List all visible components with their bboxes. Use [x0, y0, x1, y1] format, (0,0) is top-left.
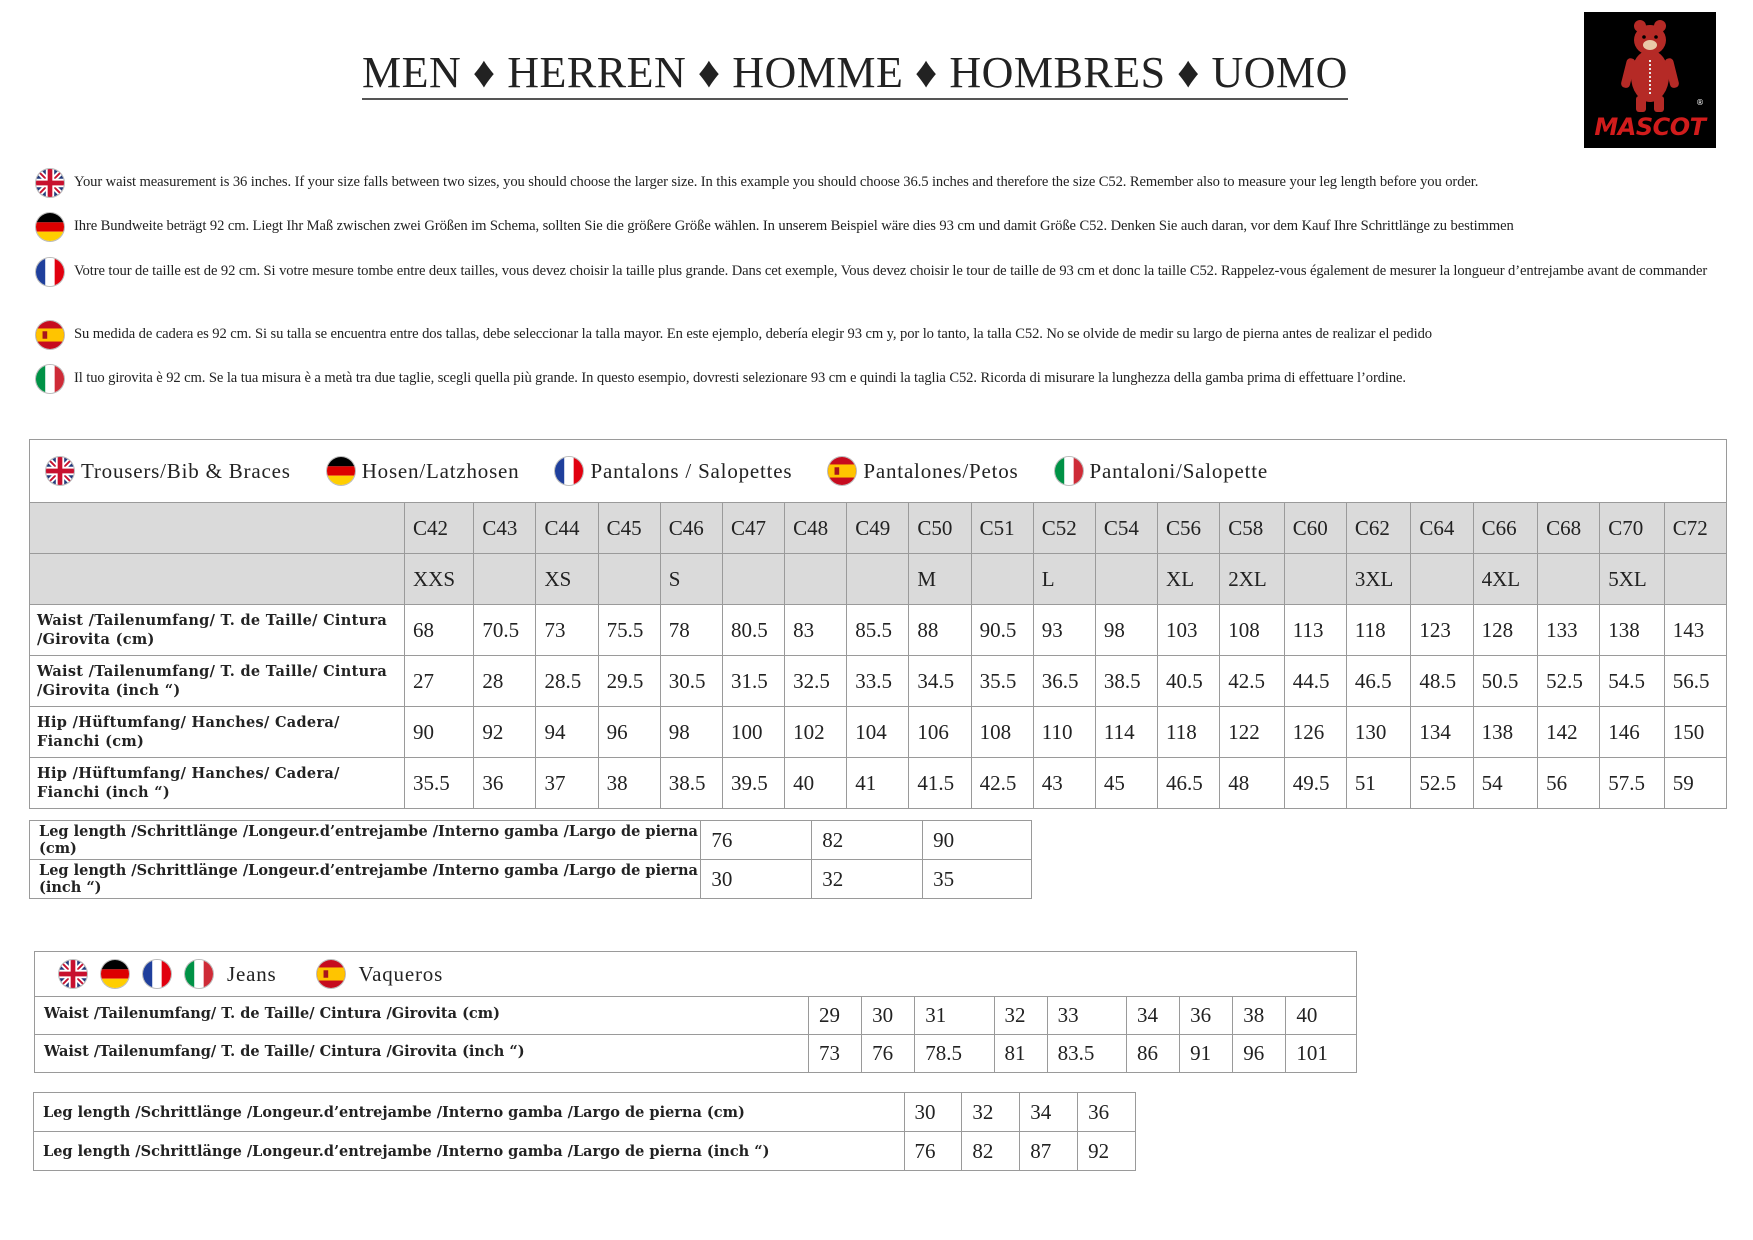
letter-size-cell: 4XL	[1473, 554, 1538, 605]
value-cell: 40.5	[1158, 656, 1220, 707]
value-cell: 34	[1126, 997, 1179, 1035]
header-german	[327, 457, 520, 485]
value-cell: 27	[405, 656, 474, 707]
value-cell: 142	[1538, 707, 1600, 758]
value-cell: 113	[1284, 605, 1346, 656]
size-code-cell: C50	[909, 503, 971, 554]
value-cell: 128	[1473, 605, 1538, 656]
row-label: Hip /Hüftumfang/ Hanches/ Cadera/ Fianchi (cm)	[30, 707, 405, 758]
value-cell: 118	[1346, 605, 1411, 656]
value-cell: 102	[785, 707, 847, 758]
germany-flag-icon	[327, 457, 355, 485]
size-code-cell: C54	[1095, 503, 1157, 554]
value-cell: 130	[1346, 707, 1411, 758]
size-code-cell: C43	[474, 503, 536, 554]
hip-cm-row	[30, 707, 1727, 758]
value-cell: 98	[660, 707, 722, 758]
value-cell: 41	[847, 758, 909, 809]
value-cell: 82	[962, 1132, 1020, 1171]
value-cell: 38.5	[1095, 656, 1157, 707]
logo-wordmark: MASCOT	[1594, 113, 1706, 141]
value-cell: 70.5	[474, 605, 536, 656]
value-cell: 38	[598, 758, 660, 809]
value-cell: 103	[1158, 605, 1220, 656]
table-corner-cell	[30, 503, 405, 554]
value-cell: 30	[904, 1093, 962, 1132]
size-code-cell: C42	[405, 503, 474, 554]
value-cell: 76	[862, 1035, 915, 1073]
row-label: Waist /Tailenumfang/ T. de Taille/ Cintura /Girovita (cm)	[30, 605, 405, 656]
value-cell: 122	[1220, 707, 1285, 758]
jeans-waist-cm-row	[35, 997, 1357, 1035]
letter-size-cell	[1538, 554, 1600, 605]
value-cell: 30	[862, 997, 915, 1035]
france-flag-icon	[555, 457, 583, 485]
value-cell: 34	[1020, 1093, 1078, 1132]
size-code-cell: C51	[971, 503, 1033, 554]
value-cell: 81	[994, 1035, 1047, 1073]
header-english	[46, 457, 291, 485]
leg-length-cm-row	[30, 821, 1032, 860]
value-cell: 46.5	[1158, 758, 1220, 809]
value-cell: 143	[1664, 605, 1726, 656]
value-cell: 110	[1033, 707, 1095, 758]
value-cell: 76	[904, 1132, 962, 1171]
uk-flag-icon	[59, 960, 87, 988]
header-label: Pantaloni/Salopette	[1089, 458, 1269, 483]
value-cell: 126	[1284, 707, 1346, 758]
size-code-cell: C70	[1600, 503, 1665, 554]
value-cell: 35.5	[971, 656, 1033, 707]
uk-flag-icon	[36, 169, 64, 197]
size-code-cell: C58	[1220, 503, 1285, 554]
value-cell: 52.5	[1411, 758, 1473, 809]
value-cell: 56.5	[1664, 656, 1726, 707]
value-cell: 75.5	[598, 605, 660, 656]
germany-flag-icon	[36, 213, 64, 241]
jeans-leg-length-table	[33, 1092, 1136, 1171]
value-cell: 50.5	[1473, 656, 1538, 707]
jeans-leg-length-cm-row	[34, 1093, 1136, 1132]
value-cell: 33.5	[847, 656, 909, 707]
value-cell: 114	[1095, 707, 1157, 758]
value-cell: 32	[962, 1093, 1020, 1132]
header-spanish	[828, 457, 1018, 485]
letter-size-cell: M	[909, 554, 971, 605]
header-italian	[1055, 457, 1269, 485]
value-cell: 80.5	[722, 605, 784, 656]
value-cell: 38.5	[660, 758, 722, 809]
jeans-language-headers	[35, 960, 1356, 988]
intro-english	[36, 173, 1736, 197]
value-cell: 133	[1538, 605, 1600, 656]
value-cell: 54.5	[1600, 656, 1665, 707]
value-cell: 98	[1095, 605, 1157, 656]
size-code-cell: C44	[536, 503, 598, 554]
value-cell: 31.5	[722, 656, 784, 707]
value-cell: 91	[1180, 1035, 1233, 1073]
row-label: Waist /Tailenumfang/ T. de Taille/ Cintura /Girovita (inch “)	[30, 656, 405, 707]
jeans-waist-inch-row	[35, 1035, 1357, 1073]
value-cell: 32	[994, 997, 1047, 1035]
letter-size-cell	[1284, 554, 1346, 605]
value-cell: 68	[405, 605, 474, 656]
size-code-cell: C47	[722, 503, 784, 554]
size-code-cell: C64	[1411, 503, 1473, 554]
value-cell: 51	[1346, 758, 1411, 809]
value-cell: 48.5	[1411, 656, 1473, 707]
letter-size-cell	[1411, 554, 1473, 605]
value-cell: 34.5	[909, 656, 971, 707]
value-cell: 83	[785, 605, 847, 656]
jeans-label: Jeans	[227, 961, 277, 986]
hip-inch-row	[30, 758, 1727, 809]
size-code-cell: C68	[1538, 503, 1600, 554]
value-cell: 42.5	[1220, 656, 1285, 707]
row-label: Leg length /Schrittlänge /Longeur.d’entrejambe /Interno gamba /Largo de pierna (cm)	[34, 1093, 905, 1132]
size-code-cell: C48	[785, 503, 847, 554]
intro-spanish	[36, 325, 1736, 349]
value-cell: 76	[701, 821, 812, 860]
value-cell: 88	[909, 605, 971, 656]
value-cell: 108	[971, 707, 1033, 758]
value-cell: 104	[847, 707, 909, 758]
size-code-cell: C49	[847, 503, 909, 554]
row-label: Hip /Hüftumfang/ Hanches/ Cadera/ Fianchi (inch “)	[30, 758, 405, 809]
value-cell: 57.5	[1600, 758, 1665, 809]
value-cell: 90	[923, 821, 1032, 860]
value-cell: 90	[405, 707, 474, 758]
value-cell: 42.5	[971, 758, 1033, 809]
vaqueros-label: Vaqueros	[358, 961, 444, 986]
leg-length-inch-row	[30, 860, 1032, 899]
size-code-cell: C60	[1284, 503, 1346, 554]
italy-flag-icon	[1055, 457, 1083, 485]
row-label: Leg length /Schrittlänge /Longeur.d’entrejambe /Interno gamba /Largo de pierna (inch “)	[34, 1132, 905, 1171]
letter-size-cell	[971, 554, 1033, 605]
value-cell: 123	[1411, 605, 1473, 656]
italy-flag-icon	[185, 960, 213, 988]
trousers-language-headers	[30, 457, 1726, 485]
value-cell: 96	[1233, 1035, 1286, 1073]
value-cell: 59	[1664, 758, 1726, 809]
value-cell: 33	[1047, 997, 1126, 1035]
value-cell: 78	[660, 605, 722, 656]
table-corner-cell	[30, 554, 405, 605]
value-cell: 146	[1600, 707, 1665, 758]
intro-text: Ihre Bundweite beträgt 92 cm. Liegt Ihr Maß zwischen zwei Größen im Schema, sollten Sie die größere Größe wählen. In unserem Beispiel wäre dies 93 cm und damit Größe C52. Denken Sie auch daran, vor dem Kauf Ihre Schrittlänge zu bestimmen	[74, 218, 1514, 234]
value-cell: 108	[1220, 605, 1285, 656]
letter-size-cell: XS	[536, 554, 598, 605]
size-code-cell: C72	[1664, 503, 1726, 554]
value-cell: 100	[722, 707, 784, 758]
mascot-logo	[1584, 12, 1716, 148]
letter-size-cell: 5XL	[1600, 554, 1665, 605]
value-cell: 87	[1020, 1132, 1078, 1171]
value-cell: 82	[812, 821, 923, 860]
germany-flag-icon	[101, 960, 129, 988]
value-cell: 36	[474, 758, 536, 809]
letter-size-cell: 2XL	[1220, 554, 1285, 605]
france-flag-icon	[36, 258, 64, 286]
header-label: Pantalones/Petos	[863, 458, 1019, 483]
value-cell: 43	[1033, 758, 1095, 809]
value-cell: 73	[809, 1035, 862, 1073]
value-cell: 29	[809, 997, 862, 1035]
value-cell: 36.5	[1033, 656, 1095, 707]
value-cell: 46.5	[1346, 656, 1411, 707]
value-cell: 30.5	[660, 656, 722, 707]
value-cell: 85.5	[847, 605, 909, 656]
value-cell: 36	[1078, 1093, 1136, 1132]
value-cell: 28.5	[536, 656, 598, 707]
value-cell: 31	[915, 997, 994, 1035]
value-cell: 101	[1286, 1035, 1357, 1073]
trousers-header-row	[30, 440, 1727, 503]
trousers-leg-length-table	[29, 820, 1032, 899]
value-cell: 28	[474, 656, 536, 707]
letter-size-cell	[785, 554, 847, 605]
letter-size-cell	[1095, 554, 1157, 605]
value-cell: 38	[1233, 997, 1286, 1035]
value-cell: 32	[812, 860, 923, 899]
letter-size-cell: XXS	[405, 554, 474, 605]
value-cell: 49.5	[1284, 758, 1346, 809]
value-cell: 37	[536, 758, 598, 809]
value-cell: 32.5	[785, 656, 847, 707]
value-cell: 40	[1286, 997, 1357, 1035]
row-label: Waist /Tailenumfang/ T. de Taille/ Cintura /Girovita (cm)	[35, 997, 809, 1035]
value-cell: 138	[1600, 605, 1665, 656]
letter-size-cell	[722, 554, 784, 605]
value-cell: 78.5	[915, 1035, 994, 1073]
row-label: Leg length /Schrittlänge /Longeur.d’entrejambe /Interno gamba /Largo de pierna (cm)	[30, 821, 701, 860]
value-cell: 48	[1220, 758, 1285, 809]
jeans-leg-length-inch-row	[34, 1132, 1136, 1171]
value-cell: 35	[923, 860, 1032, 899]
intro-text: Su medida de cadera es 92 cm. Si su talla se encuentra entre dos tallas, debe seleccionar la talla mayor. En este ejemplo, debería elegir 93 cm y, por lo tanto, la talla C52. No se olvide de medir su largo de pierna antes de realizar el pedido	[74, 326, 1432, 342]
size-code-cell: C46	[660, 503, 722, 554]
intro-text: Your waist measurement is 36 inches. If your size falls between two sizes, you should choose the larger size. In this example you should choose 36.5 inches and therefore the size C52. Remember also to measure your leg length before you order.	[74, 174, 1479, 190]
letter-size-cell	[847, 554, 909, 605]
spain-flag-icon	[317, 960, 345, 988]
letter-size-cell	[1664, 554, 1726, 605]
letter-size-cell: S	[660, 554, 722, 605]
france-flag-icon	[143, 960, 171, 988]
value-cell: 54	[1473, 758, 1538, 809]
value-cell: 44.5	[1284, 656, 1346, 707]
letter-size-cell	[598, 554, 660, 605]
trousers-size-table	[29, 439, 1727, 809]
italy-flag-icon	[36, 365, 64, 393]
spain-flag-icon	[828, 457, 856, 485]
uk-flag-icon	[46, 457, 74, 485]
size-code-cell: C66	[1473, 503, 1538, 554]
value-cell: 83.5	[1047, 1035, 1126, 1073]
waist-cm-row	[30, 605, 1727, 656]
value-cell: 40	[785, 758, 847, 809]
value-cell: 90.5	[971, 605, 1033, 656]
waist-inch-row	[30, 656, 1727, 707]
value-cell: 35.5	[405, 758, 474, 809]
value-cell: 73	[536, 605, 598, 656]
header-french	[555, 457, 792, 485]
row-label: Waist /Tailenumfang/ T. de Taille/ Cintura /Girovita (inch “)	[35, 1035, 809, 1073]
value-cell: 41.5	[909, 758, 971, 809]
page-title-text: MEN ♦ HERREN ♦ HOMME ♦ HOMBRES ♦ UOMO	[362, 50, 1348, 100]
jeans-size-table	[34, 951, 1357, 1073]
value-cell: 118	[1158, 707, 1220, 758]
size-code-cell: C62	[1346, 503, 1411, 554]
value-cell: 134	[1411, 707, 1473, 758]
intro-text: Il tuo girovita è 92 cm. Se la tua misura è a metà tra due taglie, scegli quella più grande. In questo esempio, dovresti selezionare 93 cm e quindi la taglia C52. Ricorda di misurare la lunghezza della gamba prima di effettuare l’ordine.	[74, 370, 1406, 386]
size-code-cell: C52	[1033, 503, 1095, 554]
size-code-cell: C45	[598, 503, 660, 554]
value-cell: 52.5	[1538, 656, 1600, 707]
value-cell: 138	[1473, 707, 1538, 758]
value-cell: 30	[701, 860, 812, 899]
value-cell: 29.5	[598, 656, 660, 707]
header-label: Trousers/Bib & Braces	[81, 458, 291, 483]
page-title	[300, 50, 1410, 100]
value-cell: 39.5	[722, 758, 784, 809]
value-cell: 45	[1095, 758, 1157, 809]
intro-italian	[36, 369, 1736, 393]
size-code-cell: C56	[1158, 503, 1220, 554]
value-cell: 92	[474, 707, 536, 758]
size-code-row	[30, 503, 1727, 554]
value-cell: 94	[536, 707, 598, 758]
intro-german	[36, 217, 1736, 241]
letter-size-row	[30, 554, 1727, 605]
letter-size-cell: XL	[1158, 554, 1220, 605]
header-label: Hosen/Latzhosen	[361, 458, 520, 483]
intro-french	[36, 262, 1736, 286]
jeans-header-row	[35, 952, 1357, 997]
value-cell: 96	[598, 707, 660, 758]
value-cell: 36	[1180, 997, 1233, 1035]
registered-mark: ®	[1696, 98, 1704, 107]
value-cell: 56	[1538, 758, 1600, 809]
letter-size-cell: 3XL	[1346, 554, 1411, 605]
spain-flag-icon	[36, 321, 64, 349]
value-cell: 106	[909, 707, 971, 758]
intro-text: Votre tour de taille est de 92 cm. Si votre mesure tombe entre deux tailles, vous devez choisir la taille plus grande. Dans cet exemple, Vous devez choisir le tour de taille de 93 cm et donc la taille C52. Rappelez-vous également de mesurer la longueur d’entrejambe avant de commander	[74, 263, 1708, 279]
value-cell: 92	[1078, 1132, 1136, 1171]
row-label: Leg length /Schrittlänge /Longeur.d’entrejambe /Interno gamba /Largo de pierna (inch “)	[30, 860, 701, 899]
letter-size-cell: L	[1033, 554, 1095, 605]
header-label: Pantalons / Salopettes	[590, 458, 793, 483]
letter-size-cell	[474, 554, 536, 605]
value-cell: 150	[1664, 707, 1726, 758]
value-cell: 86	[1126, 1035, 1179, 1073]
value-cell: 93	[1033, 605, 1095, 656]
